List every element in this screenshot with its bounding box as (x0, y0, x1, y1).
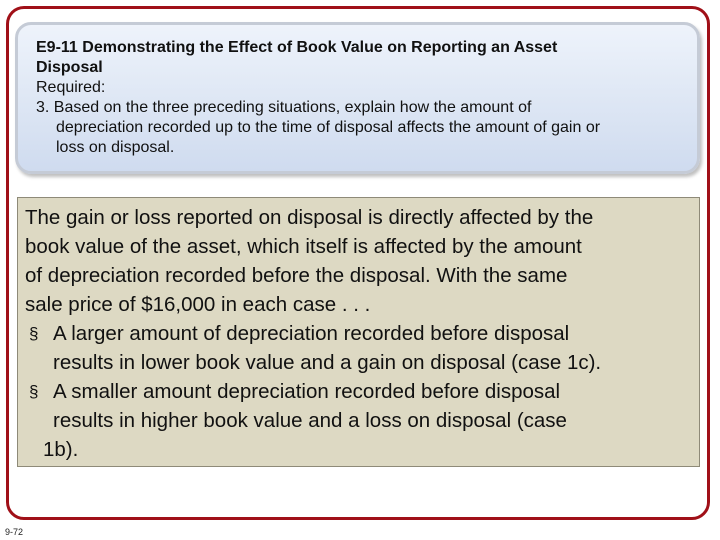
bullet-2-line-2: results in higher book value and a loss on disposal (case (53, 409, 567, 432)
question-line-3: loss on disposal. (56, 139, 175, 156)
exercise-title-line-2: Disposal (36, 59, 103, 76)
bullet-2-line-3: 1b). (43, 438, 79, 461)
exercise-header-text (36, 38, 676, 158)
exercise-header-box (15, 22, 700, 174)
slide-number: 9-72 (5, 527, 24, 537)
question-line-1: 3. Based on the three preceding situations, explain how the amount of (36, 99, 532, 116)
bullet-1-line-2: results in lower book value and a gain on disposal (case 1c). (53, 351, 602, 374)
question-line-2: depreciation recorded up to the time of disposal affects the amount of gain or (56, 119, 601, 136)
exercise-title-line-1: E9-11 Demonstrating the Effect of Book Value on Reporting an Asset (36, 39, 558, 56)
bullet-icon: § (29, 382, 39, 401)
answer-intro-line-4: sale price of $16,000 in each case . . . (25, 293, 371, 316)
answer-intro-line-2: book value of the asset, which itself is affected by the amount (25, 235, 582, 258)
answer-intro-line-3: of depreciation recorded before the disposal. With the same (25, 264, 568, 287)
bullet-1-line-1: A larger amount of depreciation recorded before disposal (53, 322, 570, 345)
bullet-2-line-1: A smaller amount depreciation recorded before disposal (53, 380, 561, 403)
required-label: Required: (36, 79, 106, 96)
bullet-item-2 (25, 377, 695, 406)
answer-intro-line-1: The gain or loss reported on disposal is directly affected by the (25, 206, 594, 229)
answer-text (25, 203, 695, 464)
bullet-icon: § (29, 324, 39, 343)
bullet-item-1 (25, 319, 695, 348)
answer-box (17, 197, 700, 467)
